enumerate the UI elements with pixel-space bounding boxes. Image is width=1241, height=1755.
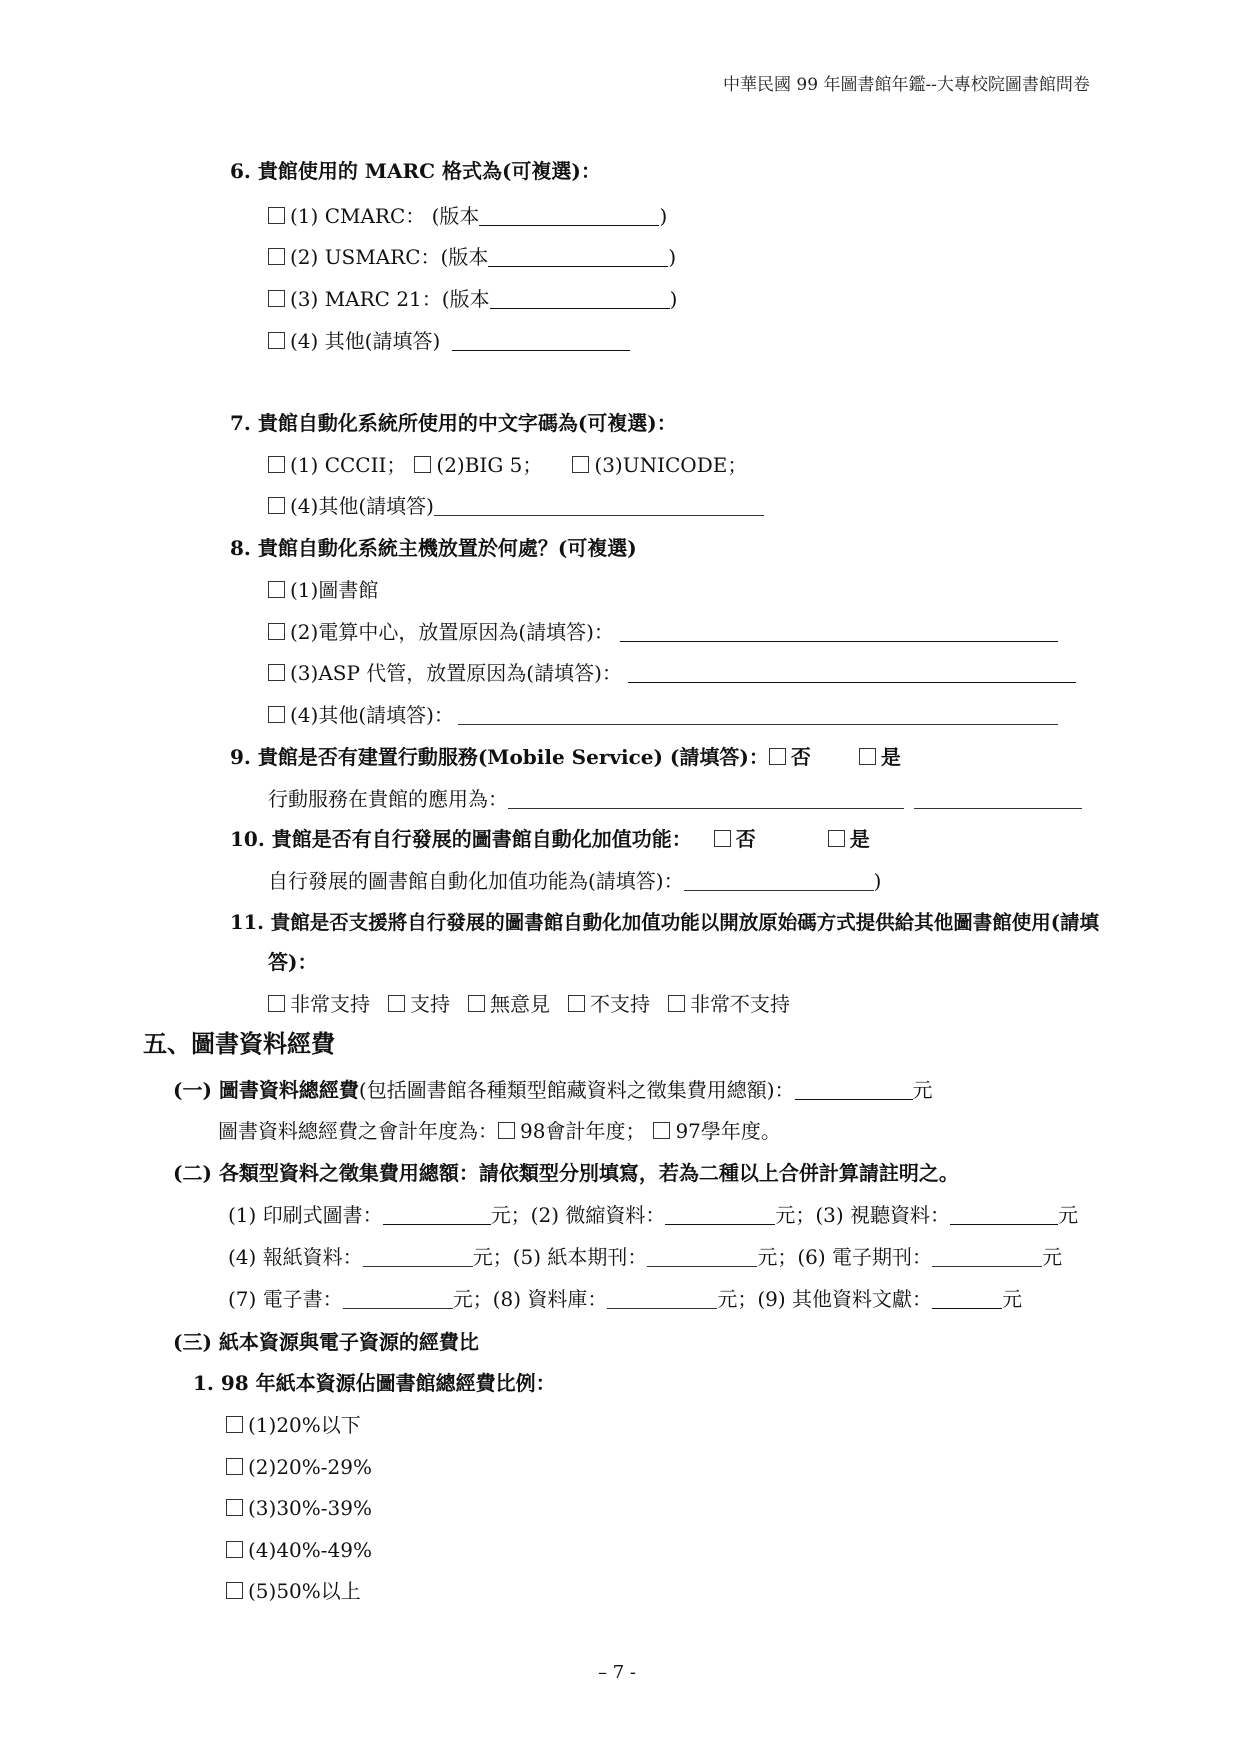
- q10-title: 10. 貴館是否有自行發展的圖書館自動化加值功能： 否 是: [230, 827, 870, 851]
- checkbox[interactable]: [568, 995, 585, 1012]
- budget-total-line: (一) 圖書資料總經費(包括圖書館各種類型館藏資料之徵集費用總額)： 元: [173, 1078, 933, 1102]
- checkbox[interactable]: [226, 1416, 243, 1433]
- blank-field[interactable]: [950, 1204, 1058, 1225]
- blank-field[interactable]: [343, 1288, 453, 1309]
- checkbox[interactable]: [268, 664, 285, 681]
- checkbox-no[interactable]: [769, 748, 786, 765]
- q10-subline: 自行發展的圖書館自動化加值功能為(請填答)： ): [268, 869, 882, 893]
- checkbox[interactable]: [268, 456, 285, 473]
- q7-option-4: (4)其他(請填答): [268, 493, 764, 519]
- blank-field[interactable]: [620, 621, 1058, 642]
- blank-field[interactable]: [647, 1246, 757, 1267]
- q6-option-3: (3) MARC 21：(版本 ): [268, 286, 677, 312]
- checkbox[interactable]: [268, 706, 285, 723]
- blank-field[interactable]: [490, 288, 670, 309]
- section-title: 五、圖書資料經費: [143, 1029, 335, 1058]
- q9-title: 9. 貴館是否有建置行動服務(Mobile Service) (請填答)： 否 是: [230, 745, 901, 769]
- ratio-option-4: (4)40%-49%: [226, 1537, 372, 1563]
- page-number: – 7 -: [598, 1662, 636, 1683]
- ratio-option-5: (5)50%以上: [226, 1578, 361, 1604]
- checkbox[interactable]: [226, 1541, 243, 1558]
- checkbox[interactable]: [668, 995, 685, 1012]
- checkbox[interactable]: [468, 995, 485, 1012]
- q6-option-2: (2) USMARC：(版本 ): [268, 244, 676, 270]
- checkbox[interactable]: [268, 248, 285, 265]
- q6-option-1: (1) CMARC： (版本 ): [268, 203, 667, 229]
- blank-field[interactable]: [452, 330, 630, 351]
- q8-option-2: (2)電算中心，放置原因為(請填答)：: [268, 619, 1058, 645]
- blank-field[interactable]: [628, 662, 1076, 683]
- checkbox[interactable]: [226, 1582, 243, 1599]
- fiscal-year-line: 圖書資料總經費之會計年度為： 98會計年度； 97學年度。: [218, 1119, 781, 1143]
- checkbox[interactable]: [226, 1458, 243, 1475]
- ratio-option-1: (1)20%以下: [226, 1412, 361, 1438]
- checkbox-no[interactable]: [714, 830, 731, 847]
- ratio-option-3: (3)30%-39%: [226, 1495, 372, 1521]
- blank-field[interactable]: [665, 1204, 775, 1225]
- q9-subline: 行動服務在貴館的應用為：: [268, 786, 1082, 812]
- category-row-3: (7) 電子書： 元；(8) 資料庫： 元；(9) 其他資料文獻： 元: [228, 1287, 1023, 1311]
- blank-field[interactable]: [932, 1288, 1002, 1309]
- blank-field[interactable]: [795, 1079, 913, 1100]
- category-row-1: (1) 印刷式圖書： 元；(2) 微縮資料： 元；(3) 視聽資料： 元: [228, 1203, 1079, 1227]
- checkbox[interactable]: [498, 1122, 515, 1139]
- checkbox[interactable]: [268, 332, 285, 349]
- ratio-question: 1. 98 年紙本資源佔圖書館總經費比例：: [193, 1371, 556, 1395]
- blank-field[interactable]: [383, 1204, 491, 1225]
- blank-field[interactable]: [458, 704, 1058, 725]
- blank-field[interactable]: [684, 870, 874, 891]
- checkbox-yes[interactable]: [828, 830, 845, 847]
- checkbox[interactable]: [414, 456, 431, 473]
- blank-field[interactable]: [508, 788, 904, 809]
- q11-title: 11. 貴館是否支援將自行發展的圖書館自動化加值功能以開放原始碼方式提供給其他圖書館使用(請填: [230, 911, 1099, 934]
- category-row-2: (4) 報紙資料： 元；(5) 紙本期刊： 元；(6) 電子期刊： 元: [228, 1245, 1063, 1269]
- checkbox[interactable]: [268, 623, 285, 640]
- q7-title: 7. 貴館自動化系統所使用的中文字碼為(可複選)：: [230, 411, 677, 435]
- blank-field[interactable]: [932, 1246, 1042, 1267]
- blank-field[interactable]: [479, 205, 659, 226]
- checkbox[interactable]: [268, 290, 285, 307]
- q11-title-cont: 答)：: [268, 950, 318, 974]
- checkbox-yes[interactable]: [859, 748, 876, 765]
- checkbox[interactable]: [268, 207, 285, 224]
- checkbox[interactable]: [268, 995, 285, 1012]
- running-header: 中華民國 99 年圖書館年鑑--大專校院圖書館問卷: [723, 75, 1090, 95]
- checkbox[interactable]: [268, 581, 285, 598]
- checkbox[interactable]: [653, 1122, 670, 1139]
- checkbox[interactable]: [226, 1499, 243, 1516]
- q7-options-row: (1) CCCII； (2)BIG 5； (3)UNICODE；: [268, 452, 747, 478]
- q11-options-row: 非常支持 支持 無意見 不支持 非常不支持: [268, 991, 790, 1017]
- q8-option-3: (3)ASP 代管，放置原因為(請填答)：: [268, 660, 1076, 686]
- checkbox[interactable]: [268, 497, 285, 514]
- ratio-option-2: (2)20%-29%: [226, 1454, 372, 1480]
- blank-field[interactable]: [488, 246, 668, 267]
- q6-title: 6. 貴館使用的 MARC 格式為(可複選)：: [230, 159, 601, 183]
- paper-electronic-heading: (三) 紙本資源與電子資源的經費比: [173, 1330, 479, 1354]
- blank-field[interactable]: [914, 788, 1082, 809]
- q6-option-4: (4) 其他(請填答): [268, 328, 630, 354]
- checkbox[interactable]: [388, 995, 405, 1012]
- q8-option-1: (1)圖書館: [268, 577, 378, 603]
- blank-field[interactable]: [607, 1288, 717, 1309]
- checkbox[interactable]: [572, 456, 589, 473]
- blank-field[interactable]: [363, 1246, 473, 1267]
- category-cost-heading: (二) 各類型資料之徵集費用總額：請依類型分別填寫，若為二種以上合併計算請註明之。: [173, 1161, 959, 1185]
- q8-title: 8. 貴館自動化系統主機放置於何處？(可複選): [230, 536, 637, 560]
- q8-option-4: (4)其他(請填答)：: [268, 702, 1058, 728]
- blank-field[interactable]: [434, 495, 764, 516]
